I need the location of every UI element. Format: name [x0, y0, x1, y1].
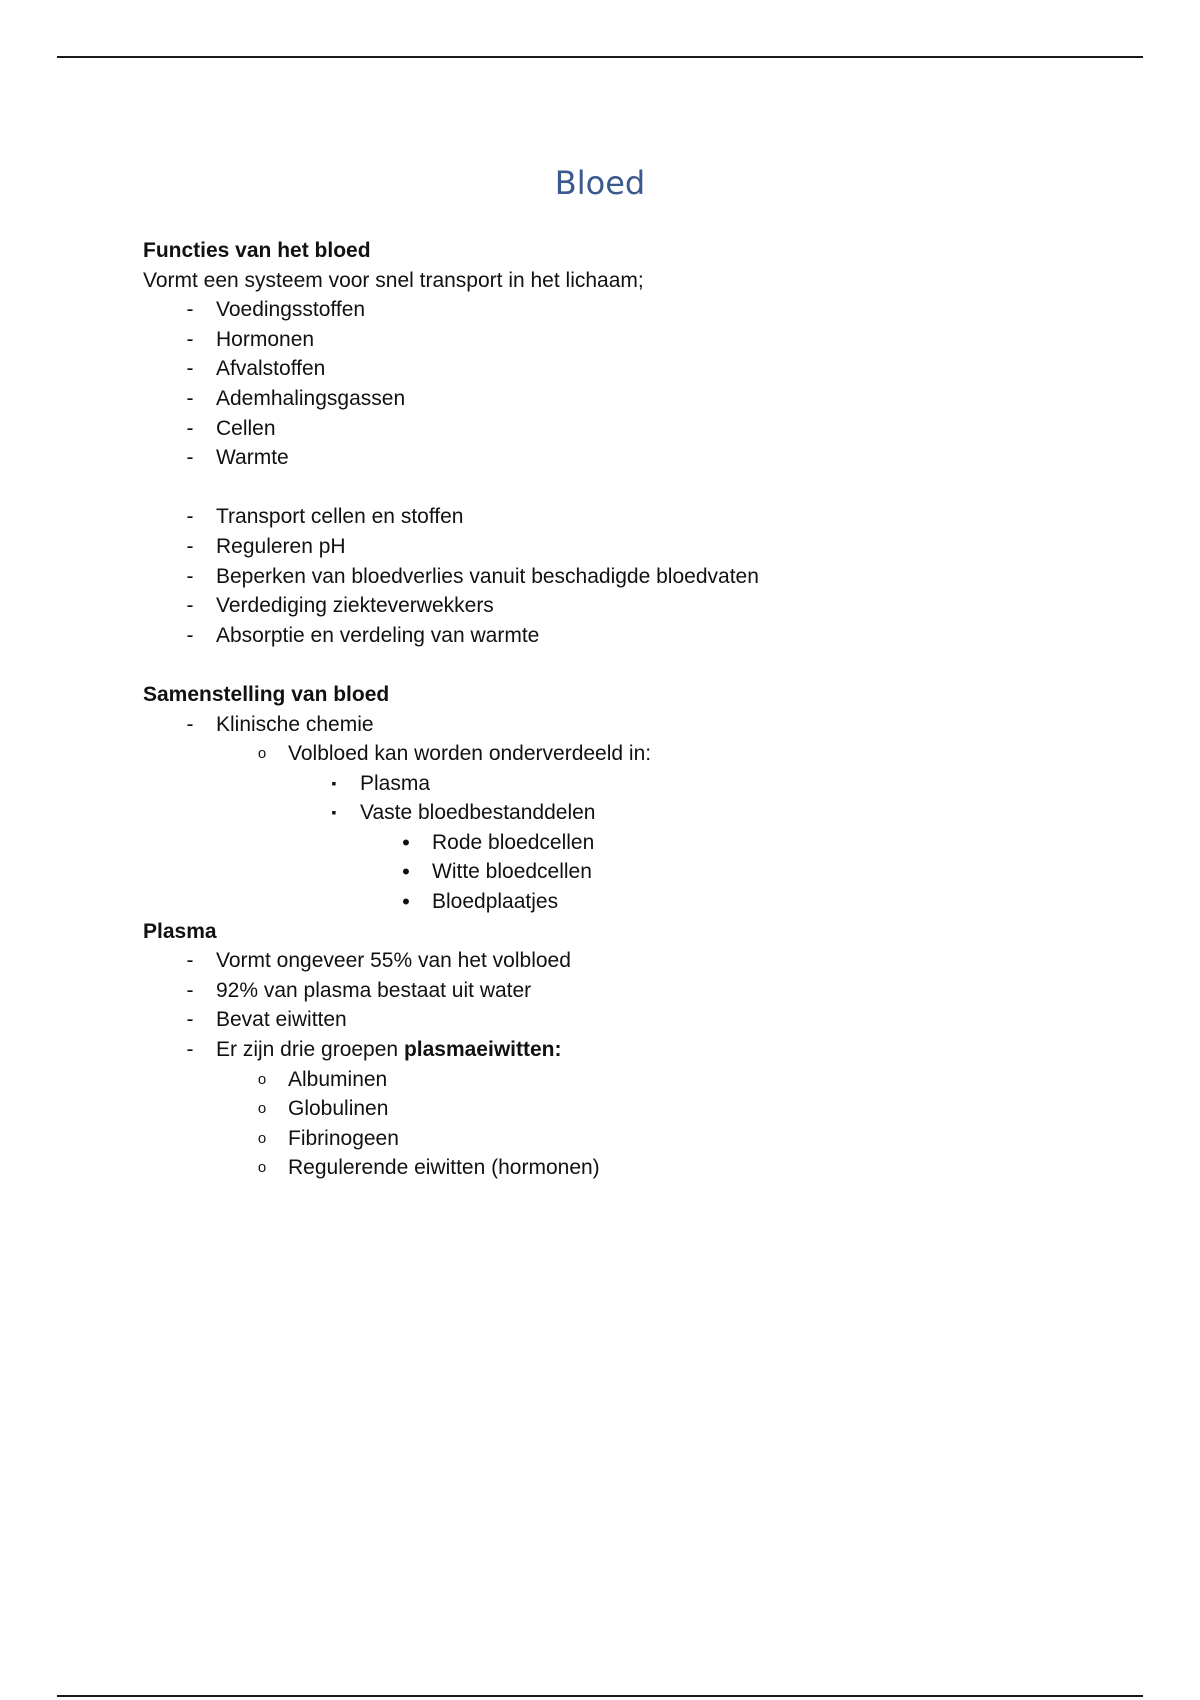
- list-item: o Regulerende eiwitten (hormonen): [143, 1153, 1103, 1183]
- dash-marker: -: [186, 949, 194, 973]
- dash-marker: -: [186, 1038, 194, 1062]
- list-item: - Transport cellen en stoffen: [143, 502, 1103, 532]
- list-item: - Beperken van bloedverlies vanuit beschadigde bloedvaten: [143, 562, 1103, 592]
- list-item: - Voedingsstoffen: [143, 295, 1103, 325]
- section-heading-functions: Functies van het bloed: [143, 239, 371, 262]
- list-item: - Klinische chemie: [143, 710, 1103, 740]
- list-item: - Warmte: [143, 443, 1103, 473]
- dash-marker: -: [186, 564, 194, 588]
- dash-marker: -: [186, 623, 194, 647]
- dash-marker: -: [186, 357, 194, 381]
- list-item: - Cellen: [143, 414, 1103, 444]
- list-item: - Hormonen: [143, 325, 1103, 355]
- dot-bullet-icon: •: [402, 859, 410, 885]
- dash-marker: -: [186, 298, 194, 322]
- dot-bullet-icon: •: [402, 889, 410, 915]
- list-item: o Volbloed kan worden onderverdeeld in:: [143, 739, 1103, 769]
- circle-bullet-icon: o: [257, 1159, 267, 1177]
- square-bullet-icon: ▪: [331, 774, 337, 791]
- list-item: - Reguleren pH: [143, 532, 1103, 562]
- dash-marker: -: [186, 712, 194, 736]
- dash-marker: -: [186, 978, 194, 1002]
- list-item: o Albuminen: [143, 1065, 1103, 1095]
- list-item: - Bevat eiwitten: [143, 1005, 1103, 1035]
- circle-bullet-icon: o: [257, 745, 267, 763]
- groups-bold-term: plasmaeiwitten:: [403, 1038, 562, 1062]
- list-item: - Vormt ongeveer 55% van het volbloed: [143, 946, 1103, 976]
- list-item: - Ademhalingsgassen: [143, 384, 1103, 414]
- dash-marker: -: [186, 594, 194, 618]
- list-item: o Fibrinogeen: [143, 1124, 1103, 1154]
- page-title: Bloed: [554, 164, 646, 202]
- list-item: • Rode bloedcellen: [143, 828, 1103, 858]
- dot-bullet-icon: •: [402, 829, 410, 855]
- list-item: • Witte bloedcellen: [143, 857, 1103, 887]
- dash-marker: -: [186, 1008, 194, 1032]
- spacer: [143, 650, 1103, 680]
- list-item: [143, 1035, 1103, 1065]
- list-item: - Verdediging ziekteverwekkers: [143, 591, 1103, 621]
- dash-marker: -: [186, 505, 194, 529]
- footer-rule: [57, 1695, 1143, 1697]
- header-rule: [57, 56, 1143, 58]
- groups-prefix: Er zijn drie groepen: [216, 1038, 404, 1062]
- list-item: ▪ Vaste bloedbestanddelen: [143, 798, 1103, 828]
- document-body: [143, 236, 1103, 1183]
- dash-marker: -: [186, 446, 194, 470]
- section-heading-plasma: Plasma: [143, 919, 217, 943]
- list-item: - 92% van plasma bestaat uit water: [143, 976, 1103, 1006]
- section-heading-composition: Samenstelling van bloed: [143, 682, 390, 706]
- square-bullet-icon: ▪: [331, 804, 337, 821]
- functions-intro: Vormt een systeem voor snel transport in het lichaam;: [143, 268, 644, 292]
- list-item: ▪ Plasma: [143, 769, 1103, 799]
- circle-bullet-icon: o: [257, 1070, 267, 1088]
- dash-marker: -: [186, 386, 194, 410]
- circle-bullet-icon: o: [257, 1129, 267, 1147]
- list-item: • Bloedplaatjes: [143, 887, 1103, 917]
- dash-marker: -: [186, 534, 194, 558]
- list-item: - Afvalstoffen: [143, 354, 1103, 384]
- circle-bullet-icon: o: [257, 1100, 267, 1118]
- dash-marker: -: [186, 416, 194, 440]
- dash-marker: -: [186, 327, 194, 351]
- list-item: o Globulinen: [143, 1094, 1103, 1124]
- spacer: [143, 473, 1103, 503]
- list-item: - Absorptie en verdeling van warmte: [143, 621, 1103, 651]
